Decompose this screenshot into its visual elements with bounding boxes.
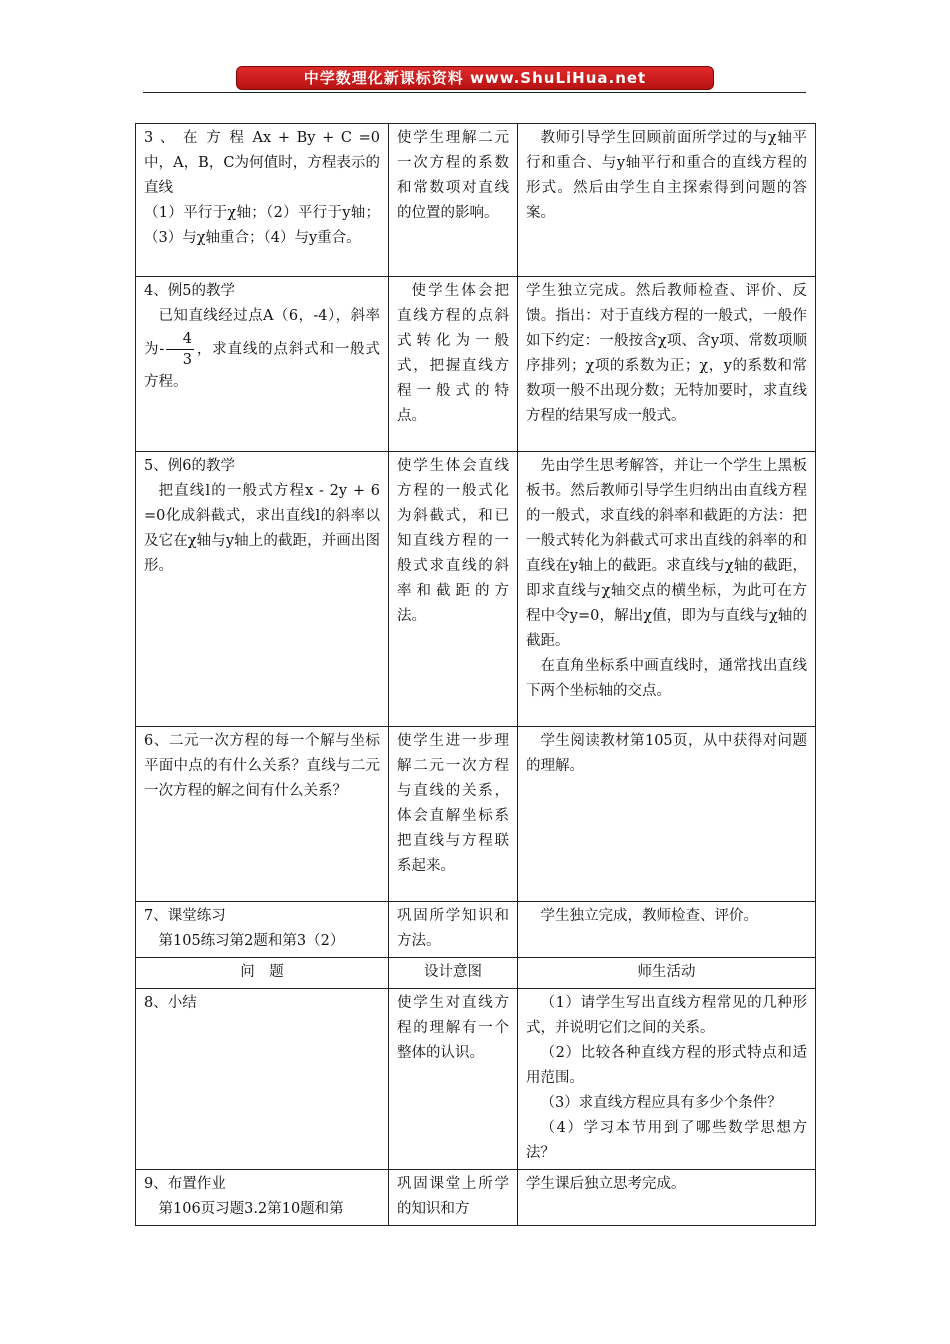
header-intent: 设计意图 — [389, 958, 518, 989]
activity-cell — [518, 1170, 816, 1226]
intent-text: 使学生对直线方程的理解有一个整体的认识。 — [397, 995, 509, 1061]
intent-cell — [389, 902, 518, 958]
fraction-numerator: 4 — [166, 329, 194, 350]
question-title: 4、例5的教学 — [144, 283, 235, 299]
fraction — [166, 329, 194, 370]
question-cell — [136, 124, 389, 277]
intent-cell — [389, 727, 518, 902]
intent-text: 巩固课堂上所学的知识和方 — [397, 1176, 509, 1217]
activity-cell — [518, 452, 816, 727]
intent-cell — [389, 989, 518, 1170]
question-text: 第105练习第2题和第3（2） — [158, 933, 345, 949]
question-cell — [136, 989, 389, 1170]
activity-text: 学生独立完成，教师检查、评价。 — [540, 908, 758, 924]
intent-text: 巩固所学知识和方法。 — [397, 908, 509, 949]
table-row — [136, 1170, 816, 1226]
activity-text: 学生阅读教材第105页，从中获得对问题的理解。 — [526, 733, 807, 774]
intent-text: 使学生理解二元一次方程的系数和常数项对直线的位置的影响。 — [397, 130, 509, 221]
intent-text: 使学生体会把直线方程的点斜式转化为一般式，把握直线方程一般式的特点。 — [397, 283, 509, 424]
question-text-a: 已知直线经过点A（6，-4），斜率为- — [144, 308, 380, 358]
site-banner: 中学数理化新课标资料 www.ShuLiHua.net — [236, 66, 714, 90]
question-text-b: ，求直线的点斜式和一般式方程。 — [144, 341, 381, 390]
table-row — [136, 452, 816, 727]
question-title: 9、布置作业 — [144, 1176, 226, 1192]
question-text: 把直线l的一般式方程x - 2y + 6 =0化成斜截式，求出直线l的斜率以及它在χ轴与y轴上的截距，并画出图形。 — [144, 483, 380, 574]
question-cell — [136, 277, 389, 452]
table-header-row — [136, 958, 816, 989]
table-row — [136, 902, 816, 958]
table-row — [136, 727, 816, 902]
activity-text: （1）请学生写出直线方程常见的几种形式，并说明它们之间的关系。 — [526, 995, 807, 1036]
intent-cell — [389, 277, 518, 452]
activity-text: 学生课后独立思考完成。 — [526, 1176, 686, 1192]
activity-text: （3）求直线方程应具有多少个条件？ — [540, 1095, 782, 1111]
activity-cell — [518, 902, 816, 958]
fraction-denominator: 3 — [182, 352, 192, 368]
lesson-table — [135, 123, 816, 1226]
question-title: 7、课堂练习 — [144, 908, 226, 924]
header-question: 问 题 — [136, 958, 389, 989]
activity-text: （4）学习本节用到了哪些数学思想方法？ — [526, 1120, 807, 1161]
activity-text: 教师引导学生回顾前面所学过的与χ轴平行和重合、与y轴平行和重合的直线方程的形式。然后由学生自主探索得到问题的答案。 — [526, 130, 807, 221]
activity-text: （2）比较各种直线方程的形式特点和适用范围。 — [526, 1045, 807, 1086]
intent-text: 使学生体会直线方程的一般式化为斜截式，和已知直线方程的一般式求直线的斜率和截距的方法。 — [397, 458, 509, 624]
intent-text: 使学生进一步理解二元一次方程与直线的关系，体会直解坐标系把直线与方程联系起来。 — [397, 733, 509, 874]
question-cell — [136, 727, 389, 902]
table-row — [136, 989, 816, 1170]
question-text — [144, 304, 380, 395]
header-activity: 师生活动 — [518, 958, 816, 989]
intent-cell — [389, 1170, 518, 1226]
activity-text: 学生独立完成。然后教师检查、评价、反馈。指出：对于直线方程的一般式，一般作如下约定：一般按含χ项、含y项、常数项顺序排列；χ项的系数为正；χ，y的系数和常数项一般不出现分数；无特加要时，求直线方程的结果写成一般式。 — [526, 283, 807, 424]
question-cell — [136, 1170, 389, 1226]
intent-cell — [389, 124, 518, 277]
question-title: 5、例6的教学 — [144, 458, 235, 474]
question-text: 第106页习题3.2第10题和第 — [158, 1201, 344, 1217]
table-row — [136, 124, 816, 277]
question-text: （1）平行于χ轴；（2）平行于y轴；（3）与χ轴重合；（4）与y重合。 — [144, 205, 380, 246]
activity-cell — [518, 277, 816, 452]
question-title: 8、小结 — [144, 995, 197, 1011]
activity-text: 先由学生思考解答，并让一个学生上黑板板书。然后教师引导学生归纳出由直线方程的一般式，求直线的斜率和截距的方法：把一般式转化为斜截式可求出直线的斜率的和直线在y轴上的截距。求直线与χ轴的截距，即求直线与χ轴交点的横坐标，为此可在方程中令y=0，解出χ值，即为与直线与χ轴的截距。 — [526, 458, 807, 649]
activity-cell — [518, 124, 816, 277]
activity-cell — [518, 989, 816, 1170]
question-text: 6、二元一次方程的每一个解与坐标平面中点的有什么关系？直线与二元一次方程的解之间有什么关系？ — [144, 733, 380, 799]
activity-text: 在直角坐标系中画直线时，通常找出直线下两个坐标轴的交点。 — [526, 658, 807, 699]
header-rule — [143, 92, 806, 93]
question-cell — [136, 902, 389, 958]
intent-cell — [389, 452, 518, 727]
question-cell — [136, 452, 389, 727]
question-text: 3 、 在 方 程 Ax + By + C =0中，A，B，C为何值时，方程表示的直线 — [144, 130, 380, 196]
table-row — [136, 277, 816, 452]
activity-cell — [518, 727, 816, 902]
